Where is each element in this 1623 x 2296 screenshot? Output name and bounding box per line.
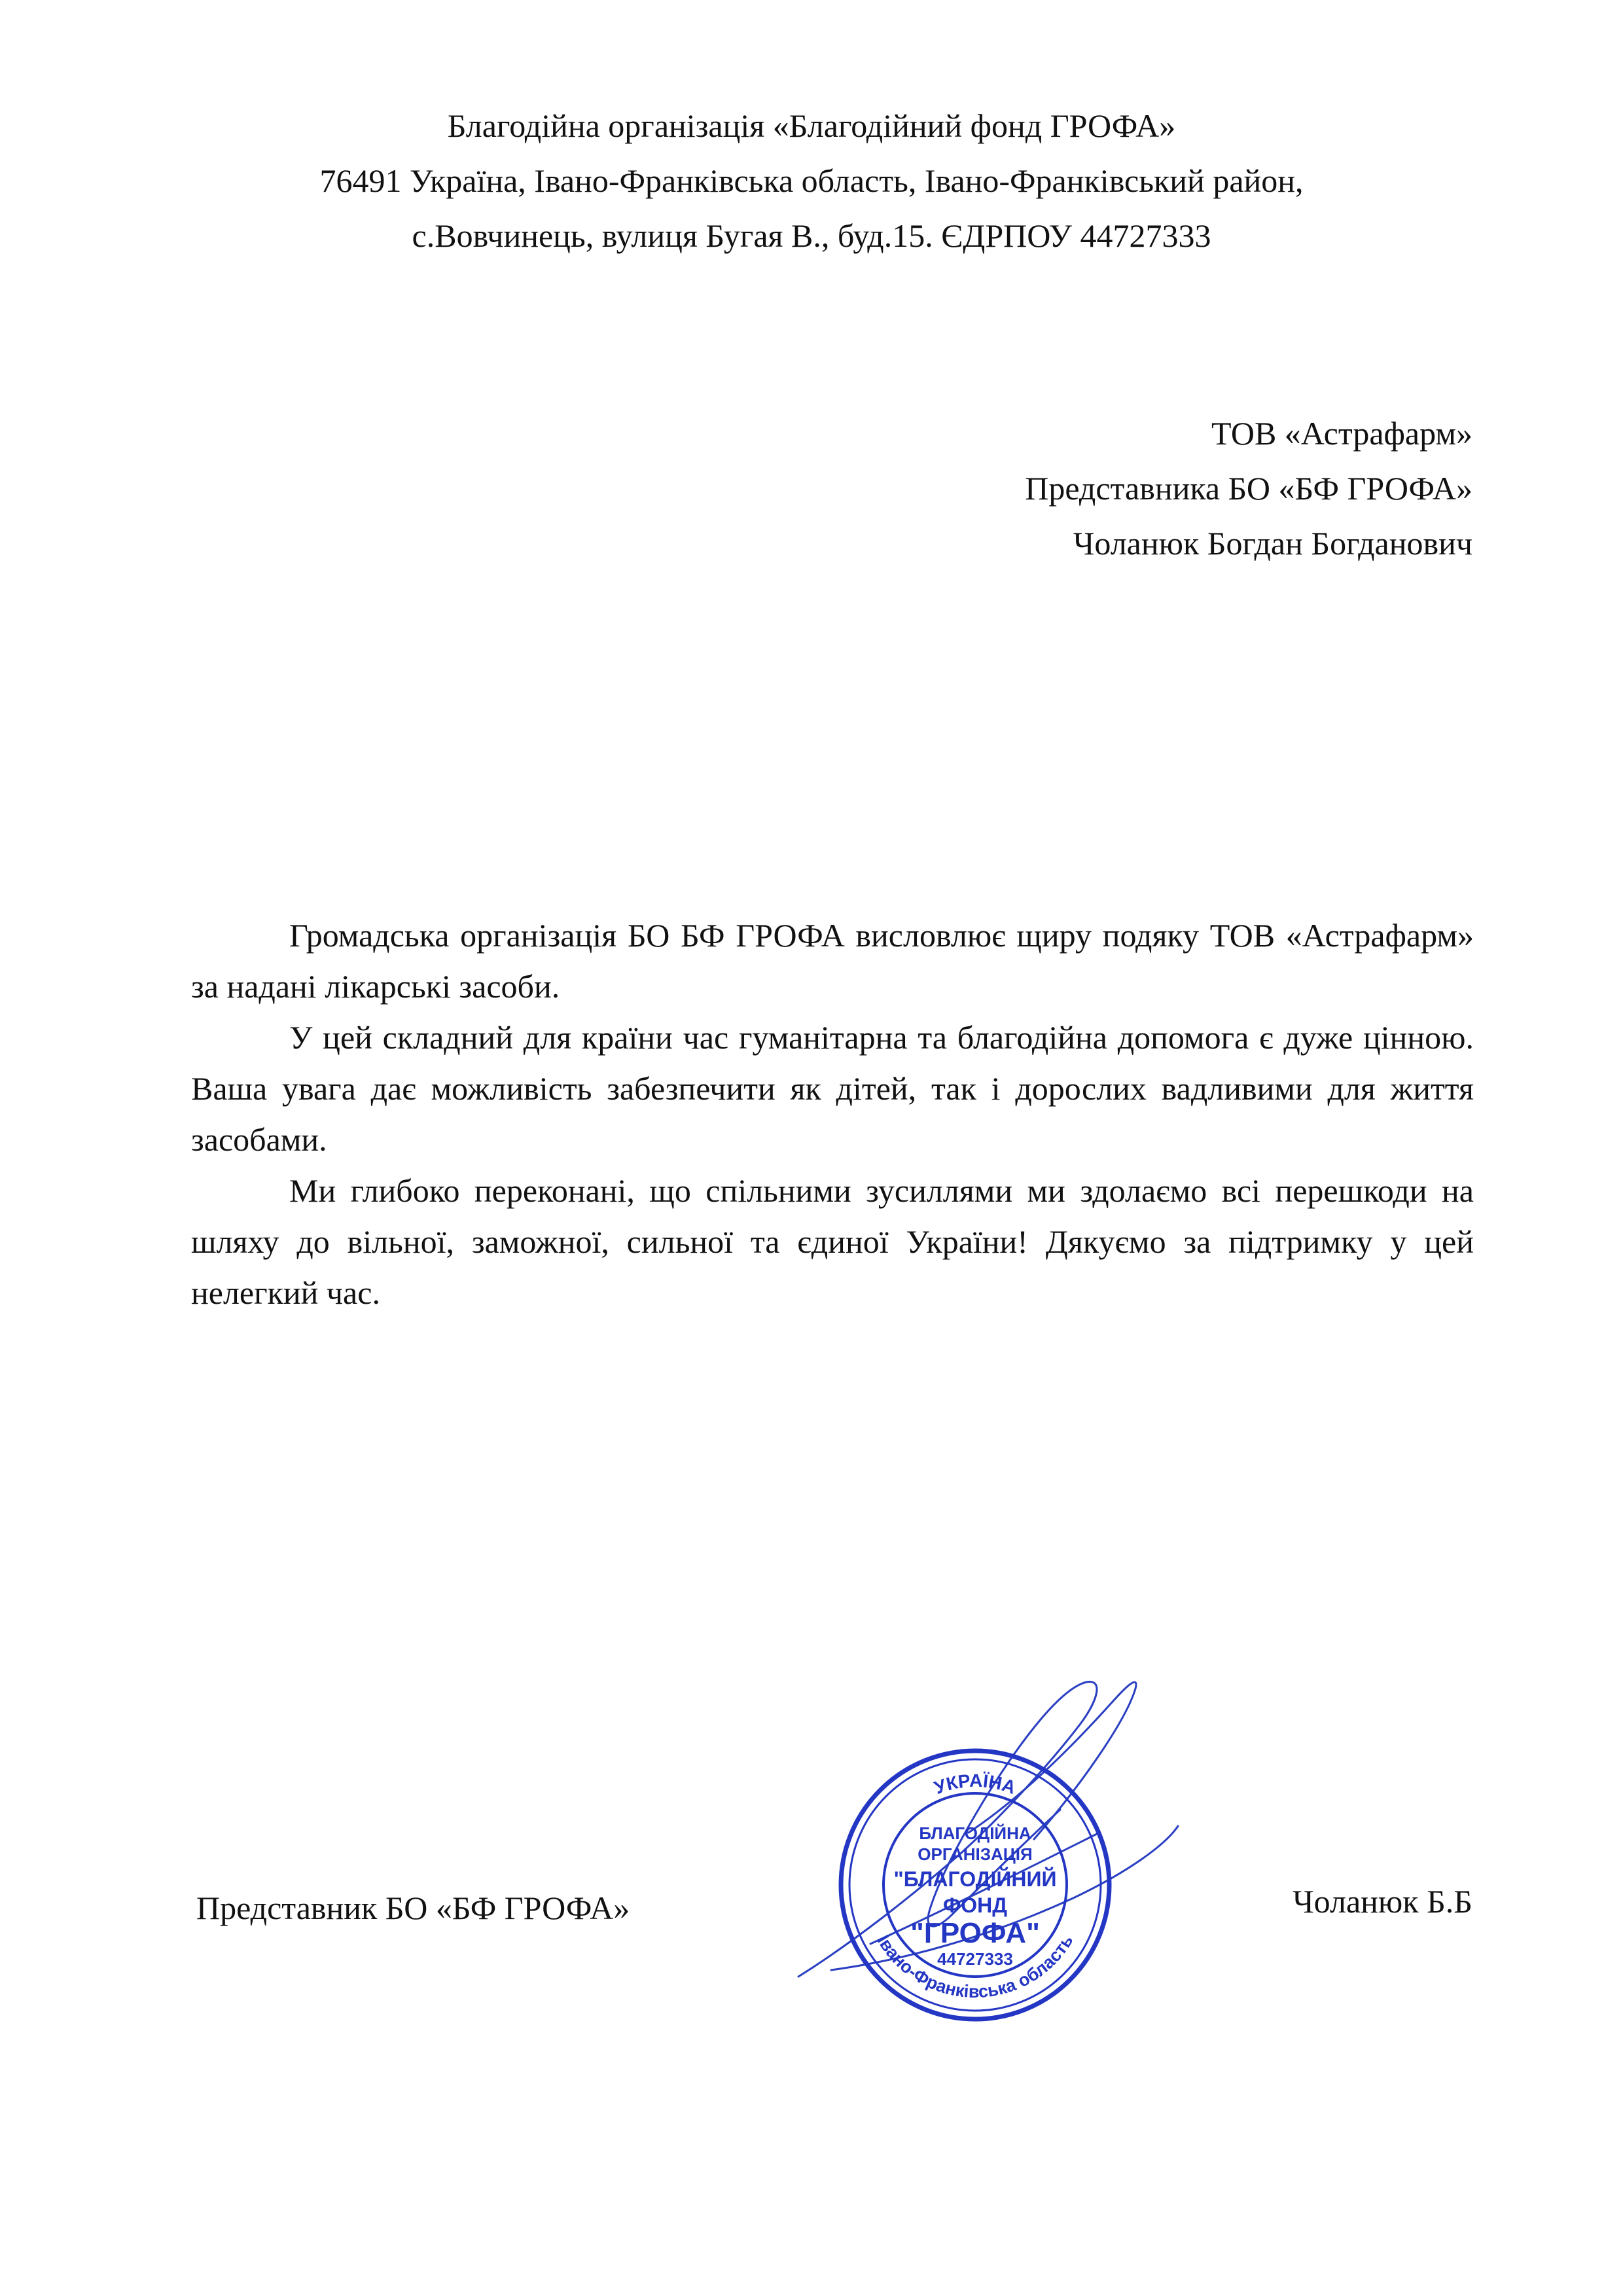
addressee-person: Чоланюк Богдан Богданович: [1073, 525, 1472, 562]
header-org-name: Благодійна організація «Благодійний фонд ГРОФА»: [447, 107, 1176, 144]
svg-text:ОРГАНІЗАЦІЯ: ОРГАНІЗАЦІЯ: [918, 1844, 1033, 1864]
addressee-block: [1025, 406, 1472, 571]
header-address-line-1: 76491 Україна, Івано-Франківська область, Івано-Франківський район,: [319, 162, 1304, 199]
body-paragraph-1: Громадська організація БО БФ ГРОФА висловлює щиру подяку ТОВ «Астрафарм» за надані лікарські засоби.: [191, 917, 1474, 1005]
svg-text:УКРАЇНА: УКРАЇНА: [931, 1770, 1019, 1799]
addressee-company: ТОВ «Астрафарм»: [1211, 415, 1472, 452]
body-paragraph-3: Ми глибоко переконані, що спільними зусиллями ми здолаємо всі перешкоди на шляху до вільної, заможної, сильної та єдиної України! Дякуємо за підтримку у цей нелегкий час.: [191, 1172, 1474, 1311]
letter-body: [191, 910, 1474, 1318]
signatory-name: Чоланюк Б.Б: [1293, 1883, 1472, 1920]
body-paragraph-2: У цей складний для країни час гуманітарна та благодійна допомога є дуже цінною. Ваша увага дає можливість забезпечити як дітей, так і дорослих вадливими для життя засобами.: [191, 1019, 1474, 1158]
signatory-title: Представник БО «БФ ГРОФА»: [196, 1890, 630, 1926]
svg-text:ФОНД: ФОНД: [942, 1893, 1008, 1917]
organization-header: [0, 98, 1623, 263]
svg-text:"БЛАГОДІЙНИЙ: "БЛАГОДІЙНИЙ: [893, 1867, 1057, 1891]
svg-text:БЛАГОДІЙНА: БЛАГОДІЙНА: [919, 1823, 1031, 1843]
header-address-line-2: с.Вовчинець, вулиця Бугая В., буд.15. ЄДРПОУ 44727333: [412, 217, 1211, 254]
addressee-role: Представника БО «БФ ГРОФА»: [1025, 470, 1472, 507]
svg-text:"ГРОФА": "ГРОФА": [910, 1917, 1040, 1949]
svg-text:44727333: 44727333: [937, 1949, 1013, 1969]
svg-text:Івано-Франківська область: Івано-Франківська область: [873, 1931, 1077, 2002]
organization-stamp: [831, 1741, 1119, 2029]
